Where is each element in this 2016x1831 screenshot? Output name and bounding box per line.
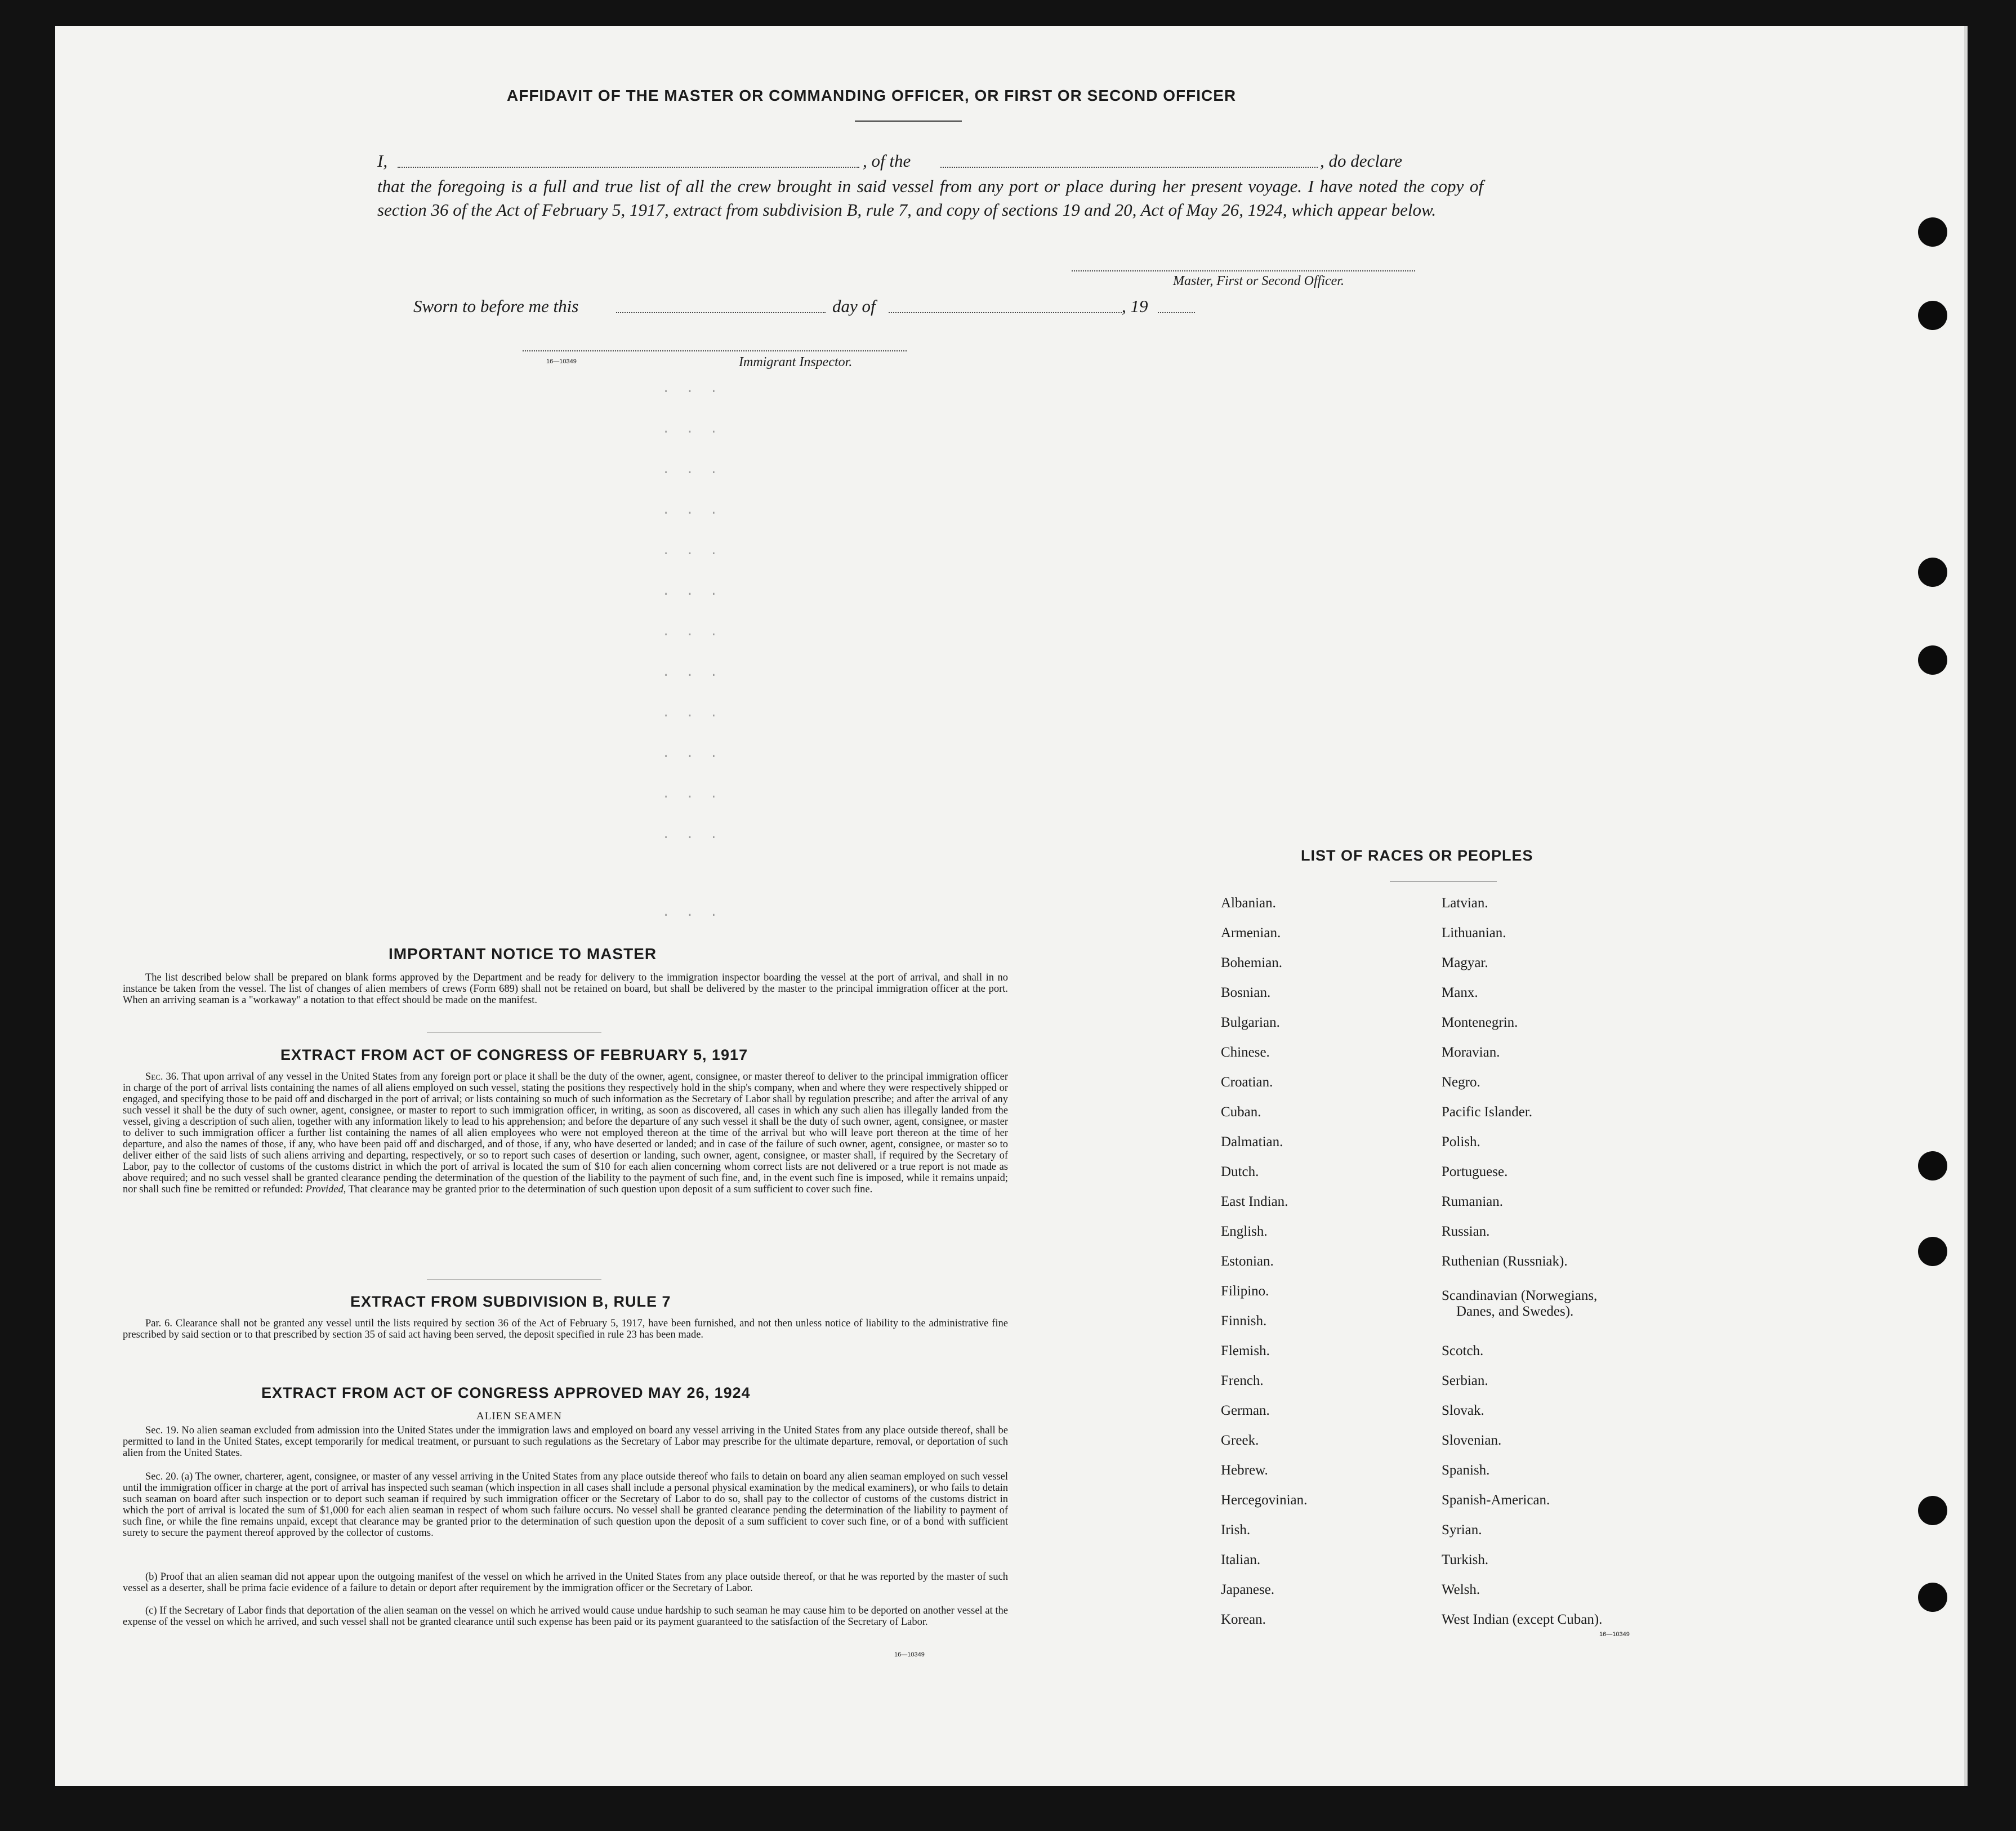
race-item: Scotch. [1442, 1343, 1484, 1358]
race-item: German. [1221, 1403, 1270, 1418]
race-item: Bosnian. [1221, 985, 1271, 1000]
binder-hole [1918, 558, 1947, 587]
bleed-mark: . . . [662, 544, 722, 558]
race-item: Latvian. [1442, 896, 1488, 911]
race-item: Dutch. [1221, 1164, 1259, 1179]
bleed-mark: . . . [662, 828, 722, 842]
race-item: Serbian. [1442, 1373, 1488, 1388]
race-item: Finnish. [1221, 1313, 1267, 1329]
sworn-year-field[interactable] [1158, 312, 1195, 313]
race-item: Scandinavian (Norwegians, [1442, 1288, 1598, 1303]
race-item: Rumanian. [1442, 1194, 1504, 1209]
extract-1924-sec20a: Sec. 20. (a) The owner, charterer, agent, consignee, or master of any vessel arriving in the United States from any place outside thereof who fails to detain on board any alien seaman employed on such vessel until the immigration officer in charge at the port of arrival has inspected such seaman (which inspection in all cases shall include a personal physical examination by the medical examiners), or who fails to detain such seaman on board after such inspection or to deport such seaman if required by such immigration officer or the Secretary of Labor to do so, shall pay to the collector of customs of the customs district in which the port of arrival is located the sum of $1,000 for each alien seaman in respect of whom such failure occurs. No vessel shall be granted clearance pending the determination of the liability to payment of such fine, or while the fine remains unpaid, except that clearance may be granted prior to the determination of such question upon the deposit of a sum sufficient to cover such fine, or of a bond with sufficient surety to secure the payment thereof approved by the collector of customs. [123, 1471, 1008, 1539]
bleed-mark: . . . [662, 706, 722, 720]
declaration-line [377, 151, 1483, 173]
race-item: Magyar. [1442, 955, 1488, 970]
extract-1924-sec20c: (c) If the Secretary of Labor finds that deportation of the alien seaman on the vessel on which he arrived would cause undue hardship to such seaman he may cause him to be deported on another vessel at the expense of the vessel on which he arrived, and such vessel shall not be granted clearance until such expense has been paid or its payment guaranteed to the satisfaction of the Secretary of Labor. [123, 1605, 1008, 1628]
race-item: Cuban. [1221, 1104, 1261, 1120]
sec36-body: That upon arrival of any vessel in the United States from any foreign port or place it shall be the duty of the owner, agent, consignee, or master thereof to deliver to the principal immigration officer in charge of the port of arrival lists containing the names of all aliens employed on such vessel, stating the positions they respectively hold in the ship's company, when and where they were respectively shipped or engaged, and specifying those to be paid off and discharged in the port of arrival; or lists containing so much of such information as the Secretary of Labor shall by regulation prescribe; and after the arrival of any such vessel it shall be the duty of such owner, agent, consignee, or master to report to such immigration officer, in writing, as soon as discovered, all cases in which any such alien has illegally landed from the vessel, giving a description of such alien, together with any information likely to lead to his apprehension; and before the departure of any such vessel it shall be the duty of such owner, agent, consignee, or master to deliver to such immigration officer a further list containing the names of all alien employees who were not employed thereon at the time of the arrival but who will leave port thereon at the time of her departure, and also the names of those, if any, who have been paid off and discharged, and of those, if any, who have deserted or landed; and in case of the failure of such owner, agent, consignee, or master so to deliver either of the said lists of such aliens arriving and departing, respectively, or so to report such cases of desertion or landing, such owner, agent, consignee, or master shall, if required by the Secretary of Labor, pay to the collector of customs of the customs district in which the port of arrival is located the sum of $10 for each alien concerning whom correct lists are not delivered or a true report is not made as above required; and no such vessel shall be granted clearance pending the determination of the question of the liability to the payment of such fine, and, in the event such fine is imposed, while it remains unpaid; nor shall such fine be remitted or refunded: [123, 1071, 1009, 1195]
race-item: Syrian. [1442, 1522, 1482, 1538]
race-item: Welsh. [1442, 1582, 1480, 1597]
signature-field[interactable] [1072, 270, 1415, 271]
race-item: English. [1221, 1224, 1268, 1239]
races-title: LIST OF RACES OR PEOPLES [1301, 847, 1533, 864]
binder-hole [1918, 1151, 1947, 1180]
bleed-mark: . . . [662, 787, 722, 801]
sec36-provided: Provided, [305, 1184, 346, 1195]
affidavit-title: AFFIDAVIT OF THE MASTER OR COMMANDING OFFICER, OR FIRST OR SECOND OFFICER [507, 87, 1237, 104]
bleed-mark: . . . [662, 666, 722, 680]
vessel-field[interactable] [940, 167, 1318, 168]
race-item: Irish. [1221, 1522, 1251, 1538]
declaration-text: that the foregoing is a full and true list of all the crew brought in said vessel from any port or place during her present voyage. I have noted the copy of section 36 of the Act of February 5, 1917, extract from subdivision B, rule 7, and copy of sections 19 and 20, Act of May 26, 1924, which appear below. [377, 176, 1483, 220]
extract-form-number: 16—10349 [894, 1651, 925, 1658]
race-item: Croatian. [1221, 1075, 1273, 1090]
race-item: Spanish-American. [1442, 1493, 1550, 1508]
race-item: West Indian (except Cuban). [1442, 1612, 1603, 1627]
declaration-of-the: , of the [863, 151, 911, 171]
declaration-do-declare: , do declare [1320, 151, 1403, 171]
extract-rule7-text: Par. 6. Clearance shall not be granted any vessel until the lists required by section 36 of the Act of February 5, 1917, have been furnished, and not then unless notice of liability to the administrative fine prescribed by said section or to that prescribed by section 35 of said act having been served, the deposit specified in rule 23 has been made. [123, 1318, 1008, 1340]
race-item: Italian. [1221, 1552, 1261, 1567]
race-item: Albanian. [1221, 896, 1276, 911]
bleed-mark: . . . [662, 747, 722, 761]
bleed-mark: . . . [662, 585, 722, 599]
race-item: East Indian. [1221, 1194, 1288, 1209]
inspector-signature-field[interactable] [523, 350, 907, 351]
bleed-mark: . . . [662, 463, 722, 477]
notice-title: IMPORTANT NOTICE TO MASTER [389, 945, 657, 963]
extract-1924-sec19: Sec. 19. No alien seaman excluded from admission into the United States under the immigration laws and employed on board any vessel arriving in the United States from any place outside thereof, shall be permitted to land in the United States, except temporarily for medical treatment, or pursuant to such regulations as the Secretary of Labor may prescribe for the ultimate departure, removal, or deportation of such alien from the United States. [123, 1425, 1008, 1459]
name-field[interactable] [398, 167, 859, 168]
signature-caption: Master, First or Second Officer. [1173, 274, 1344, 288]
bleed-mark: . . . [662, 504, 722, 518]
race-item: Greek. [1221, 1433, 1259, 1448]
race-item: Bulgarian. [1221, 1015, 1280, 1030]
sworn-day-field[interactable] [616, 312, 826, 313]
race-item: Korean. [1221, 1612, 1266, 1627]
bleed-mark: . . . [662, 906, 722, 920]
extract-1924-sec20b: (b) Proof that an alien seaman did not appear upon the outgoing manifest of the vessel on which he arrived in the United States from any place outside thereof, or that he was reported by the master of such vessel as a deserter, shall be prima facie evidence of a failure to detain or deport after requirement by the immigration officer or the Secretary of Labor. [123, 1571, 1008, 1594]
sworn-text: Sworn to before me this [413, 296, 579, 316]
race-item: Slovak. [1442, 1403, 1484, 1418]
extract-1917-title: EXTRACT FROM ACT OF CONGRESS OF FEBRUARY 5, 1917 [280, 1046, 748, 1063]
sec36-label: Sec. 36. [145, 1071, 179, 1082]
race-item: Polish. [1442, 1134, 1480, 1150]
race-item: Manx. [1442, 985, 1478, 1000]
document-page [55, 26, 1968, 1786]
race-item: Slovenian. [1442, 1433, 1502, 1448]
day-of-text: day of [832, 296, 876, 316]
race-item: Danes, and Swedes). [1456, 1304, 1574, 1319]
race-item: Armenian. [1221, 925, 1281, 941]
race-item: Montenegrin. [1442, 1015, 1518, 1030]
binder-hole [1918, 1496, 1947, 1525]
race-item: Dalmatian. [1221, 1134, 1283, 1150]
sec36-tail: That clearance may be granted prior to the determination of such question upon deposit of a sum sufficient to cover such fine. [348, 1184, 873, 1195]
bleed-mark: . . . [662, 625, 722, 639]
sworn-month-field[interactable] [889, 312, 1122, 313]
extract-1924-title: EXTRACT FROM ACT OF CONGRESS APPROVED MAY 26, 1924 [261, 1384, 751, 1401]
race-item: Negro. [1442, 1075, 1480, 1090]
race-item: Hercegovinian. [1221, 1493, 1308, 1508]
affidavit-form-number: 16—10349 [546, 358, 577, 365]
races-form-number: 16—10349 [1599, 1631, 1630, 1638]
declaration-i: I, [377, 151, 388, 171]
race-item: Ruthenian (Russniak). [1442, 1254, 1568, 1269]
binder-hole [1918, 1237, 1947, 1266]
race-item: Japanese. [1221, 1582, 1275, 1597]
race-item: Flemish. [1221, 1343, 1270, 1358]
binder-hole [1918, 1583, 1947, 1612]
notice-text: The list described below shall be prepared on blank forms approved by the Department and be ready for delivery to the immigration inspector boarding the vessel at the port of arrival, and shall in no instance be taken from the vessel. The list of changes of alien members of crews (Form 689) shall not be retained on board, but shall be delivered by the master to the principal immigration officer at the port. When an arriving seaman is a "workaway" a notation to that effect should be made on the manifest. [123, 972, 1008, 1006]
race-item: Filipino. [1221, 1284, 1269, 1299]
race-item: Hebrew. [1221, 1463, 1268, 1478]
alien-seamen-subtitle: ALIEN SEAMEN [476, 1410, 562, 1422]
extract-rule7-title: EXTRACT FROM SUBDIVISION B, RULE 7 [350, 1293, 671, 1310]
bleed-mark: . . . [662, 382, 722, 396]
binder-hole [1918, 645, 1947, 675]
inspector-caption: Immigrant Inspector. [739, 355, 853, 369]
year-text: , 19 [1122, 296, 1148, 316]
bleed-mark: . . . [662, 422, 722, 436]
race-item: Moravian. [1442, 1045, 1500, 1060]
race-item: Russian. [1442, 1224, 1490, 1239]
race-item: Estonian. [1221, 1254, 1274, 1269]
race-item: Turkish. [1442, 1552, 1489, 1567]
race-item: Bohemian. [1221, 955, 1283, 970]
race-item: Spanish. [1442, 1463, 1490, 1478]
binder-hole [1918, 217, 1947, 247]
race-item: Lithuanian. [1442, 925, 1506, 941]
race-item: Portuguese. [1442, 1164, 1508, 1179]
race-item: French. [1221, 1373, 1264, 1388]
race-item: Pacific Islander. [1442, 1104, 1533, 1120]
race-item: Chinese. [1221, 1045, 1270, 1060]
extract-1917-text [123, 1071, 1008, 1195]
title-underline [855, 121, 962, 122]
binder-hole [1918, 301, 1947, 330]
